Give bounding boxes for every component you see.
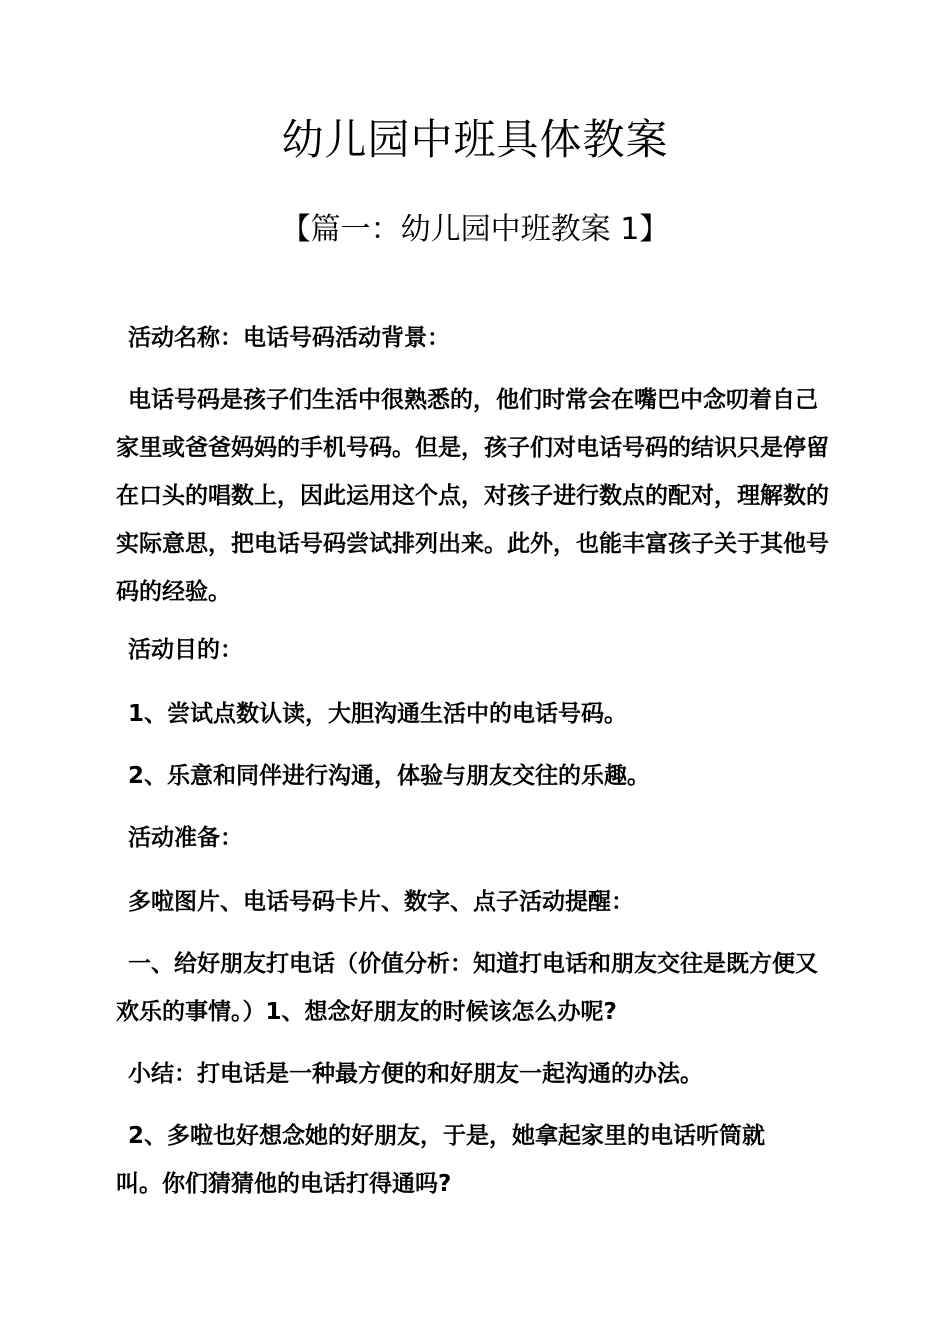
paragraph-step-2: 2、多啦也好想念她的好朋友，于是，她拿起家里的电话听筒就叫。你们猜猜他的电话打得通吗?: [116, 1123, 766, 1197]
paragraph-goal-2: 2、乐意和同伴进行沟通，体验与朋友交往的乐趣。: [128, 763, 651, 789]
document-title: 幼儿园中班具体教案: [281, 115, 669, 164]
paragraph-summary: 小结：打电话是一种最方便的和好朋友一起沟通的办法。: [128, 1061, 703, 1087]
paragraph-background: 电话号码是孩子们生活中很熟悉的，他们时常会在嘴巴中念叨着自己家里或爸爸妈妈的手机号码。但是，孩子们对电话号码的结识只是停留在口头的唱数上，因此运用这个点，对孩子进行数点的配对，理解数的实际意思，把电话号码尝试排列出来。此外，也能丰富孩子关于其他号码的经验。: [116, 387, 829, 605]
paragraph-goal-1: 1、尝试点数认读，大胆沟通生活中的电话号码。: [128, 701, 628, 727]
paragraph-prep-materials: 多啦图片、电话号码卡片、数字、点子活动提醒：: [128, 889, 634, 915]
paragraph-step-1: 一、给好朋友打电话（价值分析：知道打电话和朋友交往是既方便又欢乐的事情。）1、想念好朋友的时候该怎么办呢?: [116, 951, 818, 1025]
document-subtitle: 【篇一：幼儿园中班教案 1】: [280, 212, 670, 247]
paragraph-prep-heading: 活动准备：: [128, 825, 243, 851]
paragraph-goal-heading: 活动目的：: [128, 637, 243, 663]
paragraph-activity-name: 活动名称：电话号码活动背景：: [128, 325, 450, 351]
